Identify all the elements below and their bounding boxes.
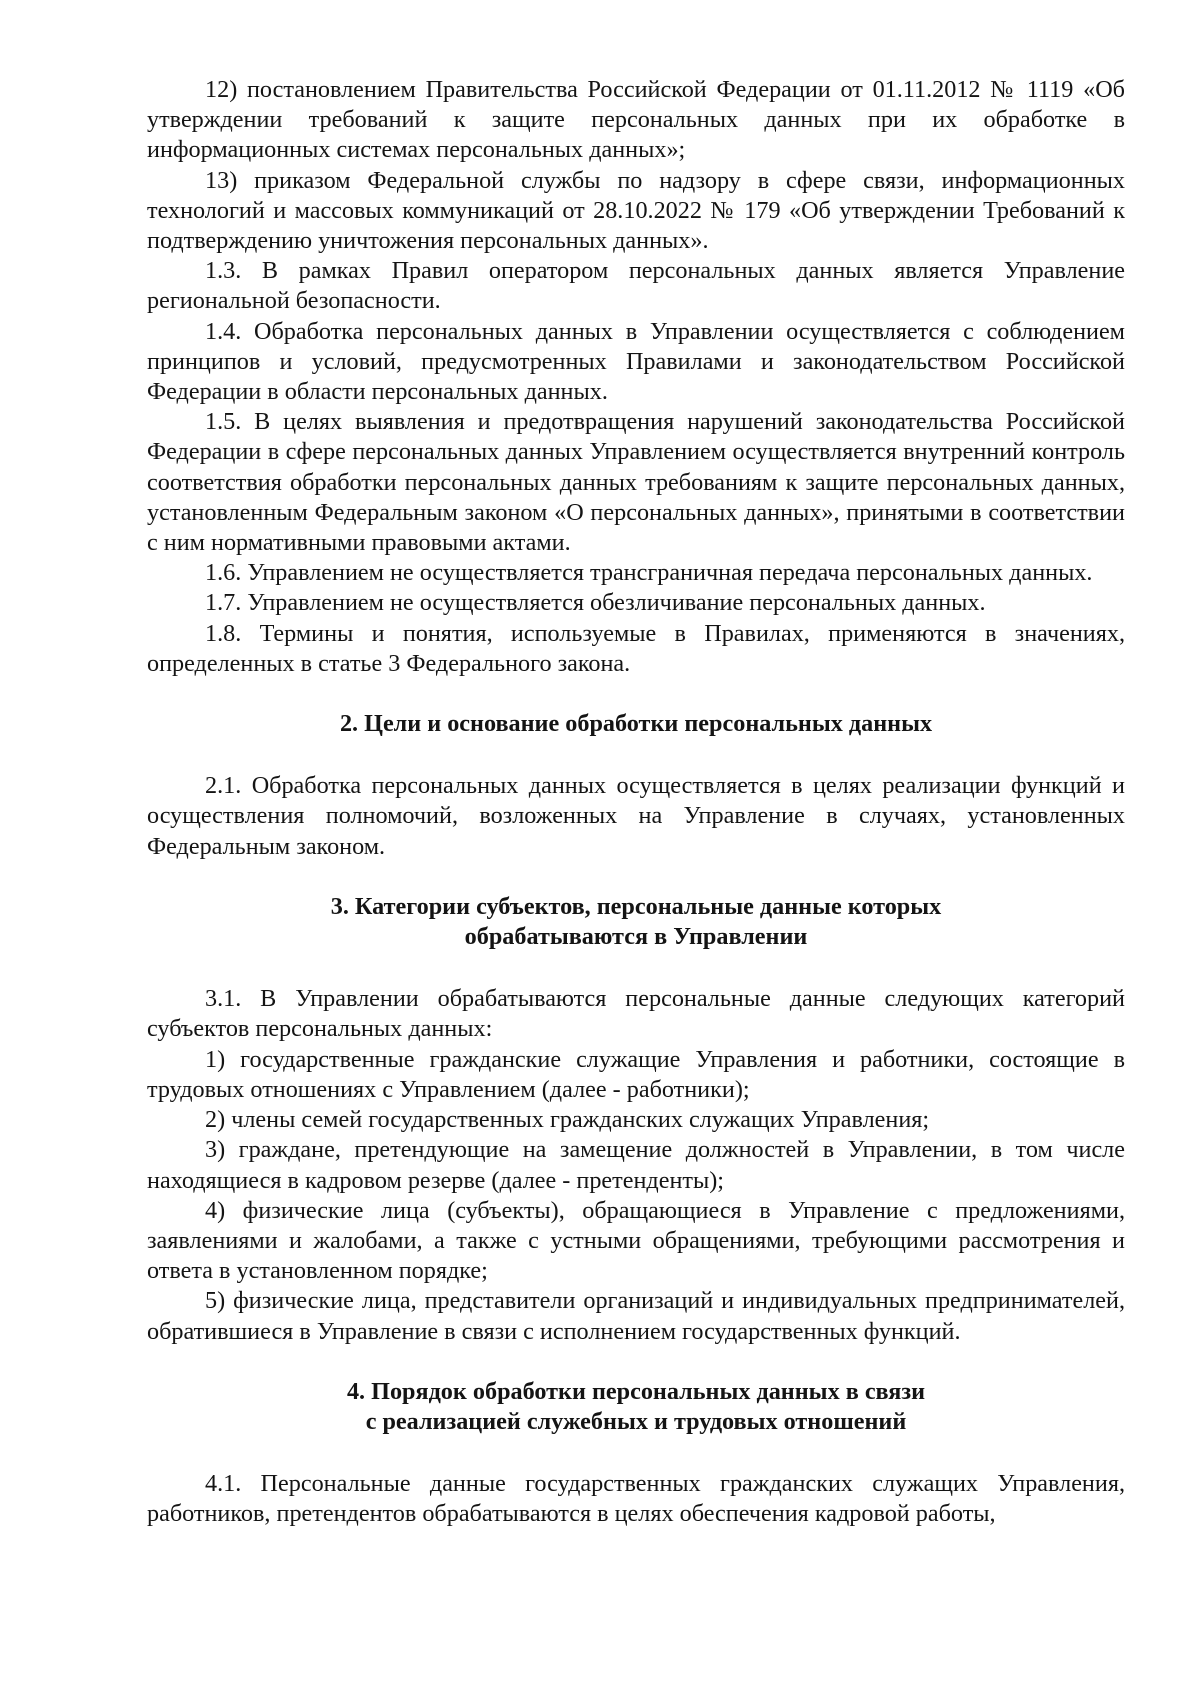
- paragraph-2-1: 2.1. Обработка персональных данных осуществляется в целях реализации функций и осуществления полномочий, возложенных на Управление в случаях, установленных Федеральным законом.: [147, 772, 1125, 860]
- section-2-heading: 2. Цели и основание обработки персональных данных: [339, 710, 933, 738]
- paragraph-4-1: 4.1. Персональные данные государственных гражданских служащих Управления, работников, претендентов обрабатываются в целях обеспечения кадровой работы,: [147, 1470, 1125, 1528]
- paragraph-1-7: 1.7. Управлением не осуществляется обезличивание персональных данных.: [205, 589, 986, 617]
- list-item-12: 12) постановлением Правительства Российской Федерации от 01.11.2012 № 1119 «Об утверждении требований к защите персональных данных при их обработке в информационных системах персональных данных»;: [147, 76, 1125, 164]
- category-item-1: 1) государственные гражданские служащие Управления и работники, состоящие в трудовых отношениях с Управлением (далее - работники);: [147, 1045, 1125, 1103]
- category-item-4: 4) физические лица (субъекты), обращающиеся в Управление с предложениями, заявлениями и жалобами, а также с устными обращениями, требующими рассмотрения и ответа в установленном порядке;: [147, 1196, 1125, 1285]
- section-4-body: [147, 1469, 1125, 1529]
- section-3-heading-line-2: обрабатываются в Управлении: [464, 923, 808, 951]
- paragraph-1-5: 1.5. В целях выявления и предотвращения нарушений законодательства Российской Федерации в сфере персональных данных Управлением осуществляется внутренний контроль соответствия обработки персональных данных требованиям к защите персональных данных, установленным Федеральным законом «О персональных данных», принятыми в соответствии с ним нормативными правовыми актами.: [147, 408, 1125, 557]
- paragraph-1-8: 1.8. Термины и понятия, используемые в Правилах, применяются в значениях, определенных в статье 3 Федерального закона.: [147, 619, 1125, 677]
- section-4-heading: [147, 1377, 1125, 1437]
- section-2-body: [147, 771, 1125, 862]
- list-item-13: 13) приказом Федеральной службы по надзору в сфере связи, информационных технологий и массовых коммуникаций от 28.10.2022 № 179 «Об утверждении Требований к подтверждению уничтожения персональных данных».: [147, 166, 1125, 255]
- section-4-heading-line-1: 4. Порядок обработки персональных данных в связи: [346, 1377, 926, 1405]
- category-item-2: 2) члены семей государственных гражданских служащих Управления;: [205, 1106, 930, 1134]
- section-3-heading: [147, 892, 1125, 952]
- paragraph-1-3: 1.3. В рамках Правил оператором персональных данных является Управление региональной безопасности.: [147, 257, 1125, 315]
- category-item-5: 5) физические лица, представители организаций и индивидуальных предпринимателей, обратившиеся в Управление в связи с исполнением государственных функций.: [147, 1287, 1125, 1345]
- paragraph-3-1: 3.1. В Управлении обрабатываются персональные данные следующих категорий субъектов персональных данных:: [147, 985, 1125, 1043]
- section-4-heading-line-2: с реализацией служебных и трудовых отношений: [365, 1407, 907, 1435]
- document-page: [147, 75, 1125, 1530]
- section-3-body: [147, 984, 1125, 1346]
- section-1-tail: [147, 75, 1125, 679]
- section-3-heading-line-1: 3. Категории субъектов, персональные данные которых: [330, 892, 942, 920]
- paragraph-1-6: 1.6. Управлением не осуществляется трансграничная передача персональных данных.: [205, 559, 1093, 587]
- paragraph-1-4: 1.4. Обработка персональных данных в Управлении осуществляется с соблюдением принципов и условий, предусмотренных Правилами и законодательством Российской Федерации в области персональных данных.: [147, 317, 1125, 406]
- category-item-3: 3) граждане, претендующие на замещение должностей в Управлении, в том числе находящиеся в кадровом резерве (далее - претенденты);: [147, 1136, 1125, 1194]
